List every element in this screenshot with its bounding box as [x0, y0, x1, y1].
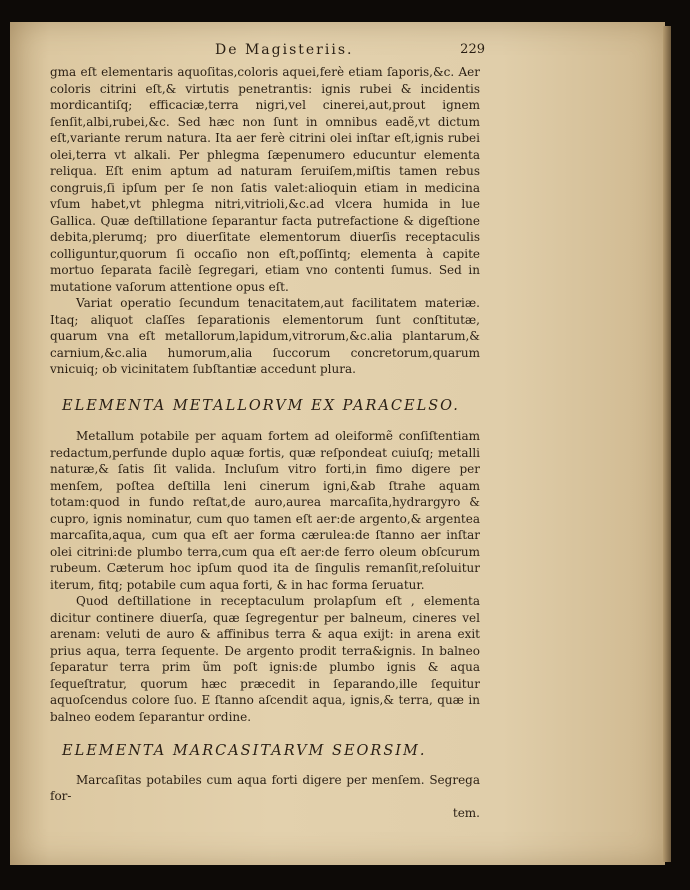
running-title: De Magisteriis.	[215, 42, 354, 58]
section-heading: ELEMENTA MARCASITARVM SEORSIM.	[62, 743, 427, 759]
paragraph: Quod deſtillatione in receptaculum prolapſum eſt , elementa dicitur continere diuerſa, quæ ſegregentur per balneum, cineres vel arenam: veluti de auro & affinibus terra & aqua exijt: in arena exit prius aqua, terra ſequente. De argento prodit terra&ignis. In balneo ſeparatur terra prim ũm poſt ignis:de plumbo ignis & aqua ſequeſtratur, quorum hæc præcedit in ſeparando,ille ſequitur aquoſcendus colore ſuo. E ſtanno aſcendit aqua, ignis,& terra, quæ in balneo eodem ſeparantur ordine.	[50, 594, 480, 724]
text-block	[50, 64, 480, 821]
paragraph: Variat operatio ſecundum tenacitatem,aut facilitatem materiæ. Itaq; aliquot claſſes ſeparationis elementorum ſunt conſtitutæ, quarum vna eſt metallorum,lapidum,vitrorum,&c.alia plantarum,& carnium,&c.alia humorum,alia ſuccorum concretorum,quarum vnicuiq; ob vicinitatem ſubſtantiæ accedunt plura.	[50, 296, 480, 376]
catchword: tem.	[452, 805, 480, 820]
page-edge	[663, 26, 671, 862]
page-header	[205, 42, 485, 62]
paragraph: Marcaſitas potabiles cum aqua forti digere per menſem. Segrega for-	[50, 772, 480, 803]
page-number: 229	[460, 42, 485, 57]
paragraph: gma eſt elementaris aquoſitas,coloris aquei,ferè etiam ſaporis,&c. Aer coloris citrini eſt,& virtutis penetrantis: ignis rubei & incidentis mordicantiſq; efficaciæ,terra nigri,vel cinerei,aut,prout ignem ſenſit,albi,rubei,&c. Sed hæc non ſunt in omnibus eadẽ,vt dictum eſt,variante rerum natura. Ita aer ferè citrini olei inſtar eſt,ignis rubei olei,terra vt alkali. Per phlegma ſæpenumero educuntur elementa reliqua. Eſt enim aptum ad naturam ſeruiſem,miſtis tamen rebus congruis,ſi ipſum per ſe non ſatis valet:alioquin etiam in medicina vſum habet,vt phlegma nitri,vitrioli,&c.ad vlcera humida in lue Gallica. Quæ deſtillatione ſeparantur facta putrefactione & digeſtione debita,plerumq; pro diuerſitate elementorum diuerſis receptaculis colliguntur,quorum ſi occaſio non eſt,poſſintq; elementa à capite mortuo ſeparata facilè ſegregari, etiam vno contenti ſumus. Sed in mutatione vaſorum attentione opus eſt.	[50, 65, 480, 294]
paragraph: Metallum potabile per aquam fortem ad oleiformẽ conſiſtentiam redactum,perfunde duplo aquæ fortis, quæ reſpondeat cuiuſq; metalli naturæ,& ſatis ſit valida. Incluſum vitro forti,in fimo digere per menſem, poſtea deſtilla leni cinerum igni,&ab ſtrahe aquam totam:quod in fundo reſtat,de auro,aurea marcaſita,hydrargyro & cupro, ignis nominatur, cum quo tamen eſt aer:de argento,& argentea marcaſita,aqua, cum qua eſt aer forma cærulea:de ſtanno aer inſtar olei citrini:de plumbo terra,cum qua eſt aer:de ferro oleum obſcurum rubeum. Cæterum hoc ipſum quod ita de ſingulis remanſit,reſoluitur iterum, fitq; potabile cum aqua forti, & in hac forma ſeruatur.	[50, 429, 480, 592]
section-heading: ELEMENTA METALLORVM EX PARACELSO.	[62, 397, 460, 414]
